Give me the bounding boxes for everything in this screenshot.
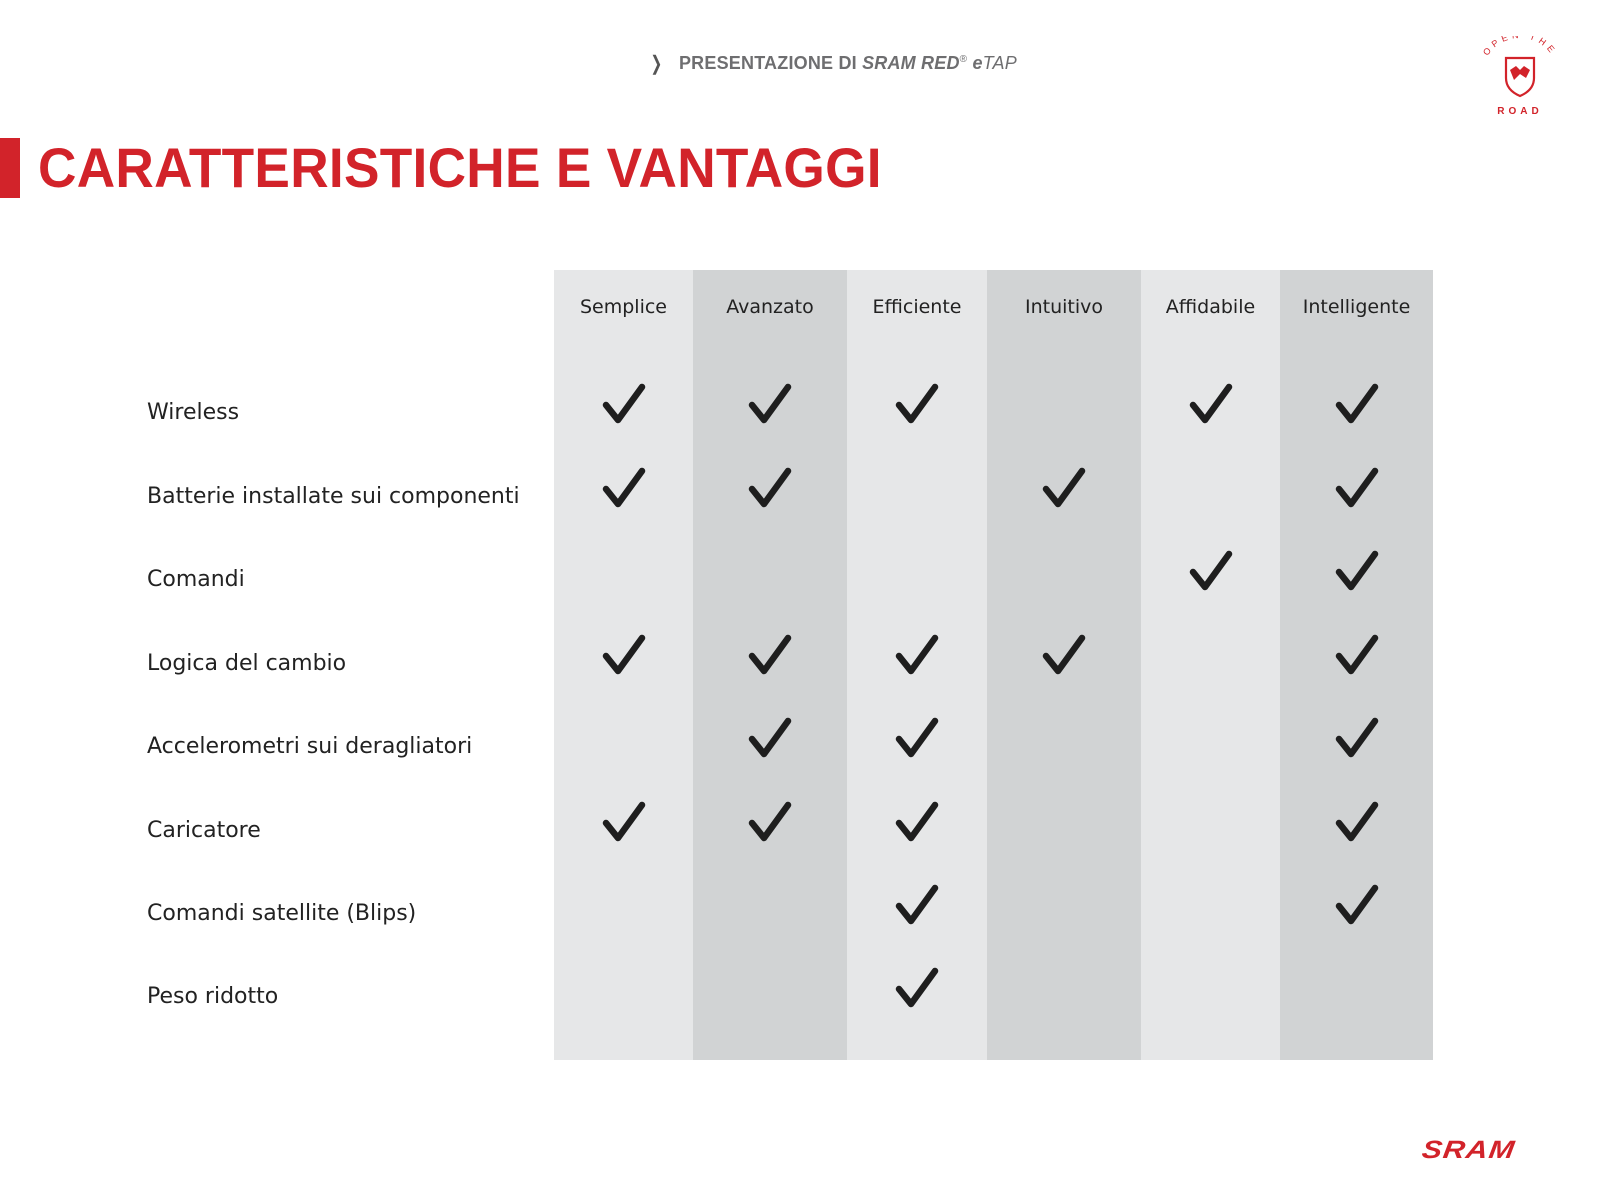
- svg-text:OPEN THE: OPE THE: [1480, 36, 1560, 58]
- svg-text:ROAD: ROAD: [1497, 106, 1543, 117]
- row-label: Caricatore: [147, 818, 261, 843]
- check-icon: [1335, 717, 1379, 761]
- check-icon: [895, 717, 939, 761]
- check-icon: [1335, 550, 1379, 594]
- row-label: Accelerometri sui deragliatori: [147, 734, 473, 759]
- check-icon: [1189, 550, 1233, 594]
- row-label: Peso ridotto: [147, 984, 279, 1009]
- check-icon: [602, 634, 646, 678]
- check-icon: [748, 801, 792, 845]
- check-icon: [748, 467, 792, 511]
- row-label: Batterie installate sui componenti: [147, 484, 520, 509]
- row-label: Comandi satellite (Blips): [147, 901, 417, 926]
- row-label: Wireless: [147, 400, 240, 425]
- column-header: Avanzato: [726, 296, 814, 318]
- check-icon: [1042, 467, 1086, 511]
- check-icon: [1335, 467, 1379, 511]
- check-icon: [895, 967, 939, 1011]
- sram-logo: SRAM: [1420, 1136, 1518, 1164]
- column-header: Efficiente: [872, 296, 962, 318]
- check-icon: [1335, 634, 1379, 678]
- row-label: Logica del cambio: [147, 651, 347, 676]
- page-title: CARATTERISTICHE E VANTAGGI: [38, 136, 882, 199]
- open-the-road-logo: [1472, 36, 1568, 120]
- check-icon: [895, 383, 939, 427]
- row-label: Comandi: [147, 567, 245, 592]
- check-icon: [602, 383, 646, 427]
- column-header: Intuitivo: [1024, 296, 1103, 318]
- check-icon: [602, 801, 646, 845]
- check-icon: [1335, 884, 1379, 928]
- check-icon: [1042, 634, 1086, 678]
- check-icon: [602, 467, 646, 511]
- check-icon: [895, 801, 939, 845]
- check-icon: [1335, 383, 1379, 427]
- breadcrumb: [648, 50, 1017, 76]
- check-icon: [895, 884, 939, 928]
- title-accent-bar: [0, 138, 20, 198]
- column-header: Semplice: [579, 296, 667, 318]
- column-header: Affidabile: [1165, 296, 1256, 318]
- breadcrumb-text: PRESENTAZIONE DI SRAM RED® eTAP: [678, 52, 1017, 73]
- check-icon: [1335, 801, 1379, 845]
- check-icon: [748, 717, 792, 761]
- check-icon: [748, 634, 792, 678]
- check-icon: [1189, 383, 1233, 427]
- check-icon: [748, 383, 792, 427]
- column-header: Intelligente: [1302, 296, 1411, 318]
- chevron-right-icon: ❯: [650, 52, 663, 75]
- check-icon: [895, 634, 939, 678]
